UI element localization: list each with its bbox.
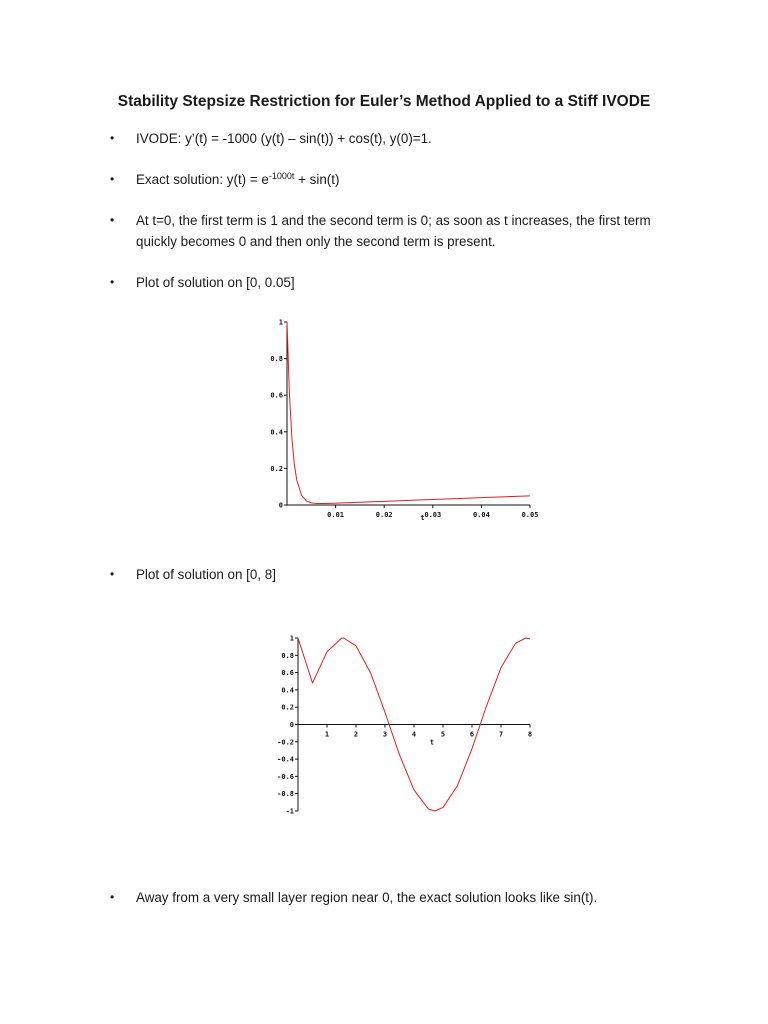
y-tick-label: -0.4: [277, 755, 294, 764]
formula-base: Exact solution: y(t) = e: [136, 172, 269, 187]
bullet-plot-long: [110, 564, 690, 585]
y-tick-label: 1: [289, 634, 294, 643]
x-axis-label: t: [420, 514, 425, 522]
bullet-glyph: •: [110, 890, 115, 904]
y-tick-label: 0.6: [281, 669, 294, 678]
bullet-explanation: [110, 210, 690, 252]
bullet-ivode: [110, 128, 690, 149]
x-tick-label: 0.01: [327, 511, 345, 519]
x-tick-label: 2: [353, 730, 359, 739]
solution-curve: [287, 322, 530, 503]
y-tick-label: -0.2: [277, 738, 294, 747]
x-tick-label: 0.03: [424, 511, 442, 519]
bullet-text: Plot of solution on [0, 8]: [136, 567, 276, 582]
bullet-text: Away from a very small layer region near 0, the exact solution looks like sin(t).: [136, 890, 598, 905]
bullet-exact-solution: [110, 169, 690, 190]
plot-solution-long-interval: [270, 628, 550, 823]
x-tick-label: 0.02: [375, 511, 393, 519]
y-tick-label: 0: [289, 721, 294, 729]
formula-rest: + sin(t): [294, 172, 340, 187]
x-tick-label: 6: [469, 730, 475, 739]
x-tick-label: 0.05: [521, 511, 539, 519]
bullet-glyph: •: [110, 567, 115, 581]
y-tick-label: 0.8: [270, 355, 283, 364]
x-tick-label: 1: [324, 730, 330, 739]
x-tick-label: 4: [411, 730, 417, 739]
y-tick-label: -0.8: [277, 790, 294, 799]
y-tick-label: -1: [285, 807, 294, 816]
x-tick-label: 0.04: [472, 511, 490, 519]
bullet-text: Plot of solution on [0, 0.05]: [136, 275, 295, 290]
bullet-glyph: •: [110, 172, 115, 186]
bullet-plot-short: [110, 272, 690, 293]
y-tick-label: 0.6: [270, 391, 283, 400]
x-tick-label: 7: [498, 730, 504, 739]
y-tick-label: 0.4: [281, 686, 294, 695]
page-title: Stability Stepsize Restriction for Euler’s Method Applied to a Stiff IVODE: [117, 93, 651, 110]
y-tick-label: 0.8: [281, 651, 294, 660]
x-tick-label: 8: [527, 730, 533, 739]
bullet-text: At t=0, the first term is 1 and the second term is 0; as soon as t increases, the first term quickly becomes 0 and then only the second term is present.: [136, 213, 651, 249]
y-tick-label: -0.6: [277, 772, 294, 781]
x-tick-label: 3: [382, 730, 388, 739]
plot-solution-short-interval: [270, 310, 550, 525]
y-tick-label: 0.4: [270, 428, 283, 437]
bullet-glyph: •: [110, 131, 115, 145]
bullet-glyph: •: [110, 275, 115, 289]
y-tick-label: 0: [278, 501, 283, 510]
bullet-glyph: •: [110, 213, 115, 227]
bullet-text: IVODE: y’(t) = -1000 (y(t) – sin(t)) + cos(t), y(0)=1.: [136, 131, 432, 146]
x-axis-label: t: [429, 738, 435, 747]
x-tick-label: 5: [440, 730, 446, 739]
y-tick-label: 1: [278, 318, 283, 327]
formula-exponent: -1000t: [268, 171, 295, 181]
bullet-text: [136, 169, 690, 190]
y-tick-label: 0.2: [270, 464, 283, 473]
y-tick-label: 0.2: [281, 703, 294, 712]
bullet-conclusion: [110, 887, 690, 908]
